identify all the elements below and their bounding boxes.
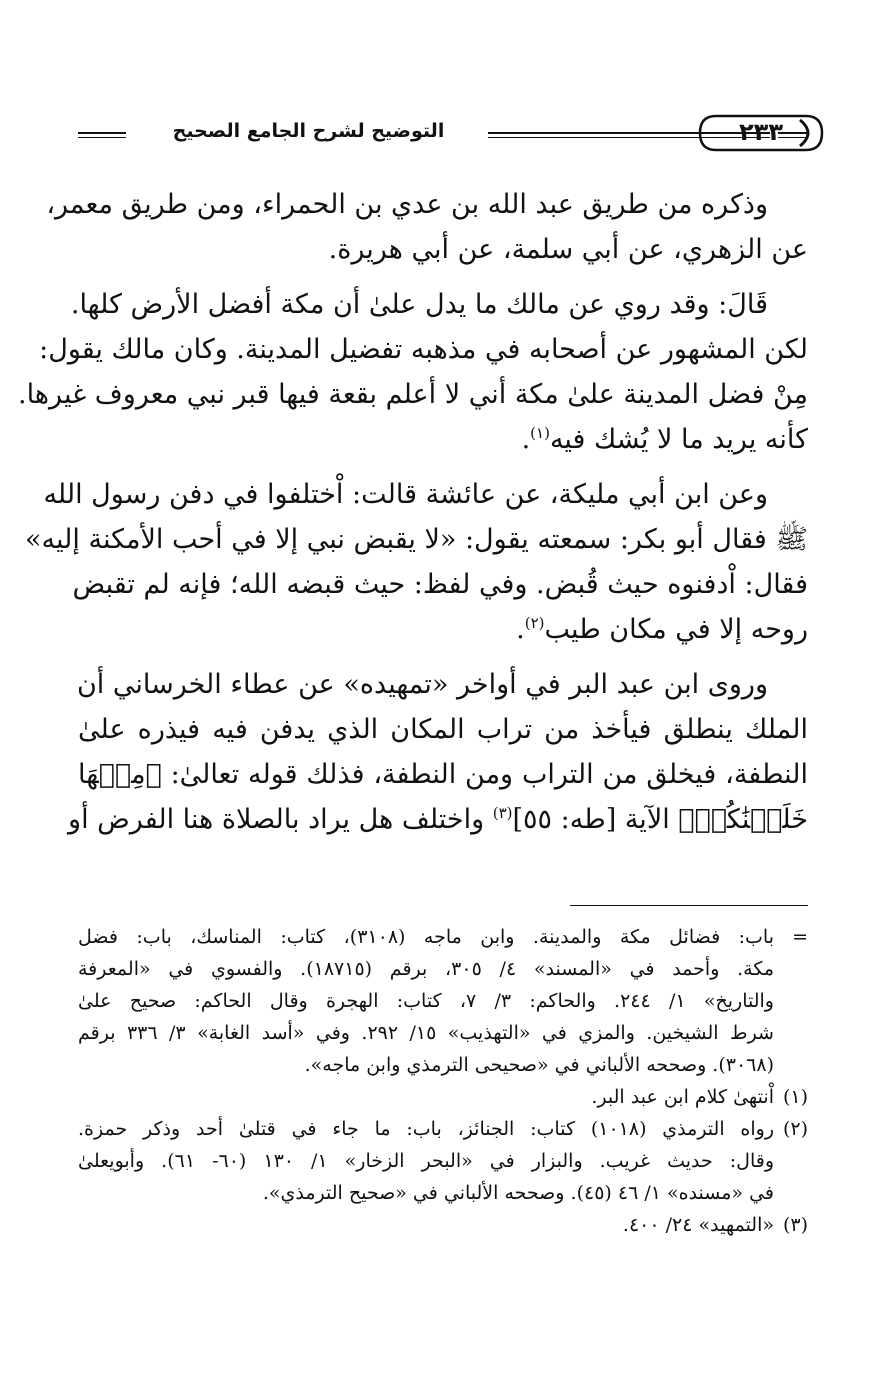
footnote-line: في «مسنده» ١/ ٤٦ (٤٥). وصححه الألباني في «صحيح الترمذي». bbox=[262, 1182, 774, 1204]
footnote-1: (١) اْنتهىٰ كلام ابن عبد البر. bbox=[78, 1081, 808, 1113]
text-line: الملك ينطلق فيأخذ من تراب المكان الذي يدفن فيه فيذره علىٰ bbox=[78, 714, 808, 745]
footnotes bbox=[78, 921, 808, 1241]
header-rule-right bbox=[778, 132, 808, 138]
text-line: وعن ابن أبي مليكة، عن عائشة قالت: اْختلفوا في دفن رسول الله bbox=[43, 479, 768, 510]
running-header bbox=[78, 110, 808, 160]
footnote-mark[interactable]: (٢) bbox=[782, 1118, 808, 1140]
text-line: خَلَقۡنَٰكُمۡ﴾ الآية [طه: ٥٥]$^{(٣)}$ واختلف هل يراد بالصلاة هنا الفرض أو bbox=[68, 804, 808, 835]
footnote-line: = باب: فضائل مكة والمدينة. وابن ماجه (٣١٠٨)، كتاب: المناسك، باب: فضل bbox=[78, 921, 808, 953]
footnote-mark[interactable]: (١) bbox=[782, 1086, 808, 1108]
footnote-3: (٣) «التمهيد» ٢٤/ ٤٠٠. bbox=[78, 1209, 808, 1241]
page-number: ٢٣٣ bbox=[739, 118, 783, 146]
text-line: قَالَ: وقد روي عن مالك ما يدل علىٰ أن مكة أفضل الأرض كلها. bbox=[70, 289, 768, 320]
footnote-separator bbox=[570, 905, 808, 906]
main-text bbox=[18, 182, 808, 842]
text-line: مِنْ فضل المدينة علىٰ مكة أني لا أعلم بقعة فيها قبر نبي معروف غيرها. bbox=[18, 379, 808, 410]
footnote-ref[interactable]: (٢) bbox=[524, 614, 545, 632]
continuation-mark: = bbox=[792, 926, 808, 948]
text-line: روحه إلا في مكان طيب$^{(٢)}$. bbox=[516, 614, 808, 645]
footnote-ref[interactable]: (١) bbox=[530, 424, 550, 442]
text-line: فقال: اْدفنوه حيث قُبض. وفي لفظ: حيث قبضه الله؛ فإنه لم تقبض bbox=[72, 569, 808, 600]
footnote-mark[interactable]: (٣) bbox=[782, 1214, 808, 1236]
header-rule-left bbox=[78, 132, 126, 138]
text-line: النطفة، فيخلق من التراب ومن النطفة، فذلك قوله تعالىٰ: ﴿مِنۡهَا bbox=[78, 759, 808, 790]
footnote-line: والتاريخ» ١/ ٢٤٤. والحاكم: ٣/ ٧، كتاب: الهجرة وقال الحاكم: صحيح علىٰ bbox=[78, 990, 774, 1012]
footnote-2: (٢) رواه الترمذي (١٠١٨) كتاب: الجنائز، باب: ما جاء في قتلىٰ أحد وذكر حمزة. bbox=[78, 1113, 808, 1145]
book-title: التوضيح لشرح الجامع الصحيح bbox=[172, 120, 445, 142]
text-line: ﷺ فقال أبو بكر: سمعته يقول: «لا يقبض نبي إلا في أحب الأمكنة إليه» bbox=[25, 524, 808, 555]
text-line: وروى ابن عبد البر في أواخر «تمهيده» عن عطاء الخرساني أن bbox=[76, 669, 768, 700]
text-line: لكن المشهور عن أصحابه في مذهبه تفضيل المدينة. وكان مالك يقول: bbox=[39, 334, 808, 365]
text-line: وذكره من طريق عبد الله بن عدي بن الحمراء، ومن طريق معمر، bbox=[46, 189, 768, 220]
text-line: كأنه يريد ما لا يُشك فيه$^{(١)}$. bbox=[521, 424, 808, 455]
text-line: عن الزهري، عن أبي سلمة، عن أبي هريرة. bbox=[328, 234, 808, 265]
footnote-line: (٣٠٦٨). وصححه الألباني في «صحيحى الترمذي وابن ماجه». bbox=[304, 1054, 774, 1076]
footnote-line: وقال: حديث غريب. والبزار في «البحر الزخار» ١/ ١٣٠ (٦٠- ٦١). وأبويعلىٰ bbox=[78, 1150, 774, 1172]
footnote-line: مكة. وأحمد في «المسند» ٤/ ٣٠٥، برقم (١٨٧١٥). والفسوي في «المعرفة bbox=[78, 958, 774, 980]
footnote-line: شرط الشيخين. والمزي في «التهذيب» ١٥/ ٢٩٢. وفي «أسد الغابة» ٣/ ٣٣٦ برقم bbox=[78, 1022, 774, 1044]
footnote-ref[interactable]: (٣) bbox=[492, 804, 513, 822]
